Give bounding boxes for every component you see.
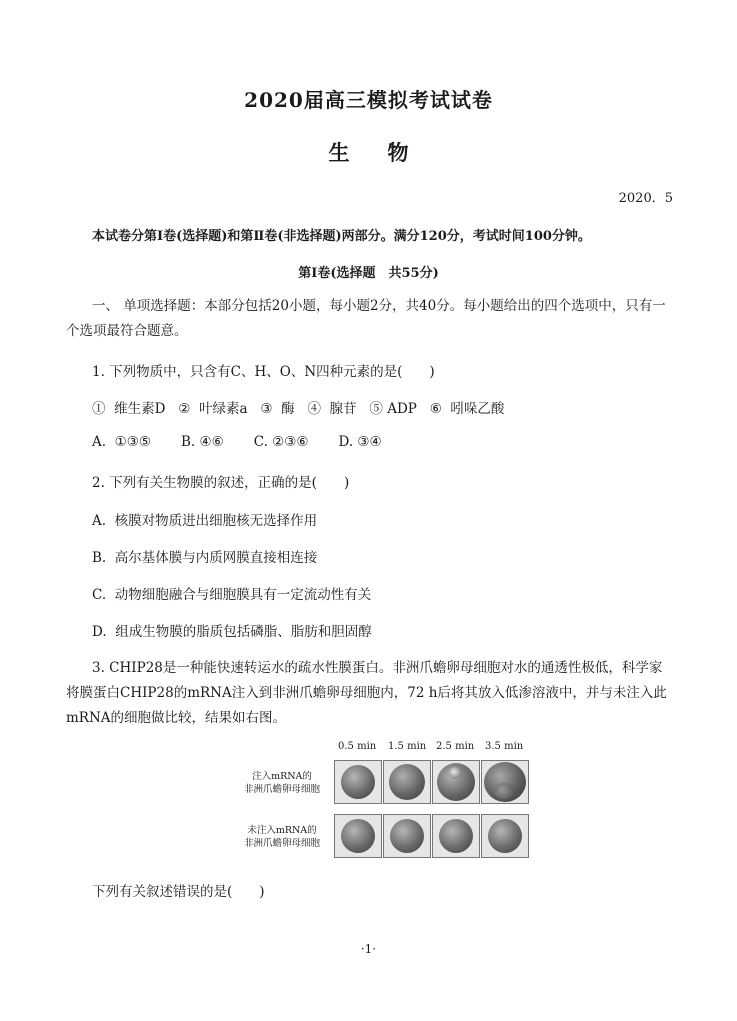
oocyte-figure — [234, 738, 526, 858]
q1-options: A. ①③⑤ B. ④⑥ C. ②③⑥ D. ③④ — [92, 434, 382, 450]
exam-title: 2020届高三模拟考试试卷 — [244, 88, 493, 112]
part1-title: 第Ⅰ卷(选择题 共55分) — [298, 266, 439, 281]
q2-option-d: D. 组成生物膜的脂质包括磷脂、脂肪和胆固醇 — [92, 624, 372, 640]
figure-time-label: 2.5 min — [436, 741, 475, 752]
page-number: ·1· — [360, 942, 377, 956]
figure-row2-label: 未注入mRNA的 非洲爪蟾卵母细胞 — [243, 825, 320, 849]
oocyte-photo — [432, 760, 480, 804]
oocyte-photo — [432, 814, 480, 858]
q3-question: 下列有关叙述错误的是( ) — [92, 884, 265, 900]
oocyte-photo — [383, 814, 431, 858]
q1-stem: 1. 下列物质中，只含有C、H、O、N四种元素的是( ) — [92, 364, 435, 380]
exam-intro: 本试卷分第Ⅰ卷(选择题)和第Ⅱ卷(非选择题)两部分。满分120分，考试时间100分钟。 — [92, 229, 591, 244]
oocyte-photo — [334, 814, 382, 858]
exam-date: 2020．5 — [618, 191, 673, 206]
figure-time-label: 3.5 min — [485, 741, 524, 752]
oocyte-photo — [481, 760, 529, 804]
oocyte-photo — [481, 814, 529, 858]
oocyte-photo — [334, 760, 382, 804]
figure-row1-label: 注入mRNA的 非洲爪蟾卵母细胞 — [243, 771, 320, 795]
q2-stem: 2. 下列有关生物膜的叙述，正确的是( ) — [92, 475, 350, 491]
section1-instructions: 一、 单项选择题：本部分包括20小题，每小题2分，共40分。每小题给出的四个选项中，只有一个选项最符合题意。 — [66, 298, 666, 339]
figure-time-label: 0.5 min — [338, 741, 377, 752]
q1-items: ① 维生素D ② 叶绿素a ③ 酶 ④ 腺苷 ⑤ ADP ⑥ 吲哚乙酸 — [92, 401, 505, 417]
q2-option-b: B. 高尔基体膜与内质网膜直接相连接 — [92, 550, 318, 566]
subject-title: 生物 — [328, 140, 447, 165]
oocyte-photo — [383, 760, 431, 804]
figure-time-label: 1.5 min — [388, 741, 427, 752]
q2-option-c: C. 动物细胞融合与细胞膜具有一定流动性有关 — [92, 587, 372, 603]
q2-option-a: A. 核膜对物质进出细胞核无选择作用 — [92, 513, 318, 529]
q3-stem: 3. CHIP28是一种能快速转运水的疏水性膜蛋白。非洲爪蟾卵母细胞对水的通透性极低，科学家将膜蛋白CHIP28的mRNA注入到非洲爪蟾卵母细胞内，72 h后将其放入低渗溶液中，并与未注入此mRNA的细胞做比较，结果如右图。 — [66, 660, 667, 726]
